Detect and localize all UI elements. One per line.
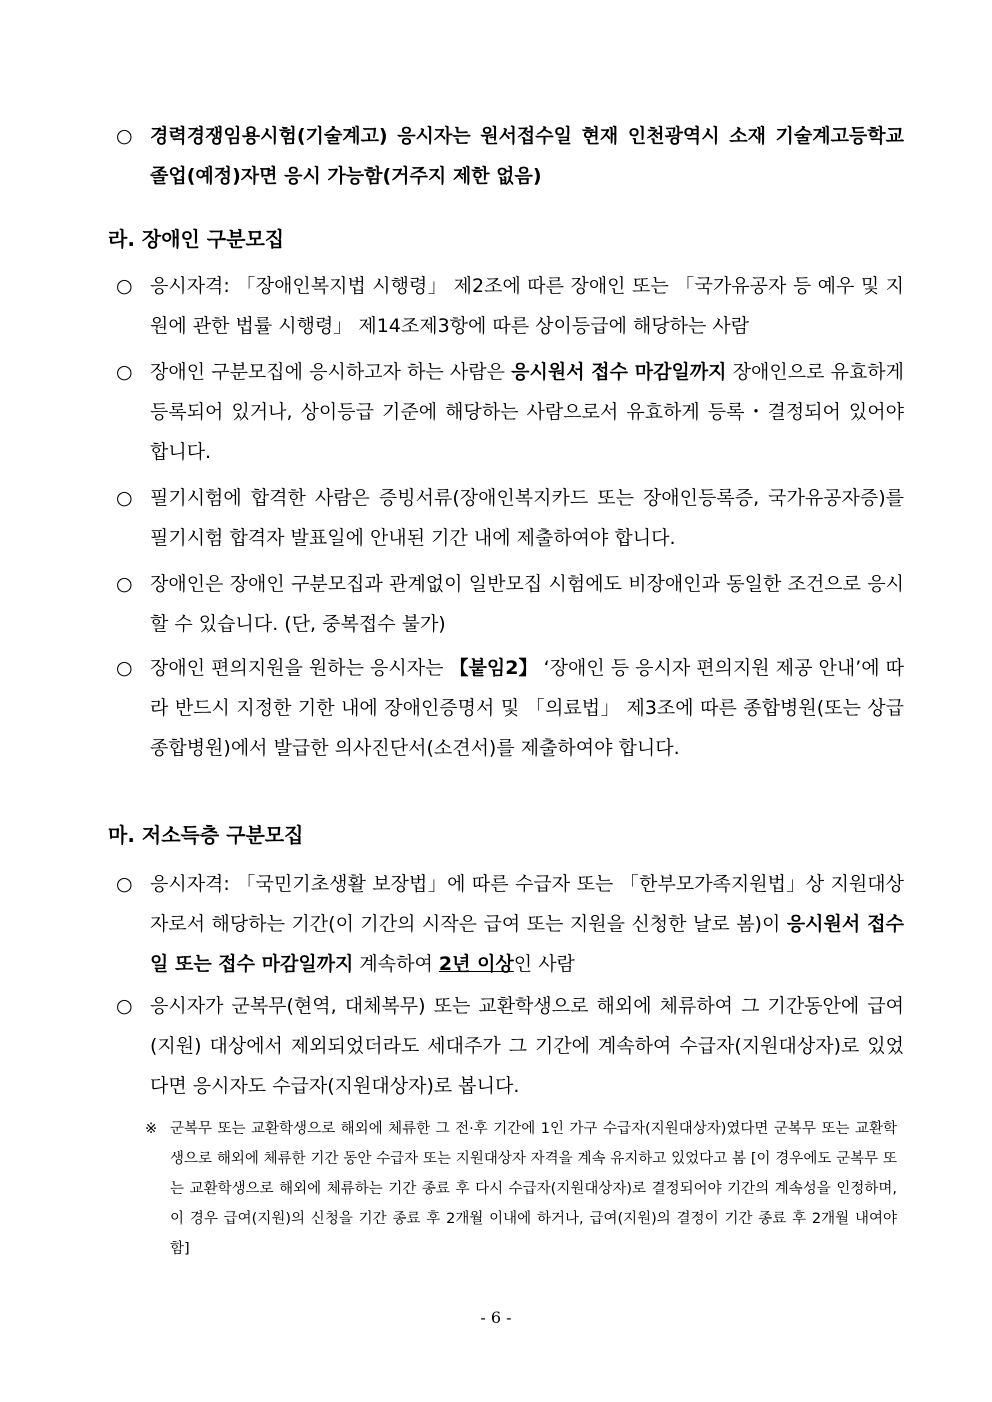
ra-bullet-4-text: 장애인은 장애인 구분모집과 관계없이 일반모집 시험에도 비장애인과 동일한 조건으로 응시할 수 있습니다. (단, 중복접수 불가) bbox=[150, 573, 904, 635]
ma-note bbox=[145, 1114, 897, 1264]
bullet-mark: ○ bbox=[116, 487, 133, 509]
bullet-mark: ○ bbox=[116, 873, 133, 895]
ra-bullet-5 bbox=[108, 648, 904, 768]
ra-bullet-4 bbox=[108, 564, 904, 644]
note-mark: ※ bbox=[145, 1121, 158, 1137]
ma-bullet-1-emphasis: 응시원서 접수일 또는 접수 마감일까지 bbox=[150, 913, 904, 975]
ra-bullet-2-post: 장애인으로 유효하게 등록되어 있거나, 상이등급 기준에 해당하는 사람으로서 유효하게 등록・결정되어 있어야 합니다. bbox=[150, 361, 905, 463]
ra-bullet-2-emphasis: 응시원서 접수 마감일까지 bbox=[511, 361, 727, 383]
ra-bullet-1-text: 응시자격: 「장애인복지법 시행령」 제2조에 따른 장애인 또는 「국가유공자 등 예우 및 지원에 관한 법률 시행령」 제14조제3항에 따른 상이등급에 해당하는 사람 bbox=[150, 275, 904, 337]
ra-bullet-2-text bbox=[150, 352, 904, 472]
intro-bullet bbox=[108, 116, 904, 196]
section-ra-heading: 라. 장애인 구분모집 bbox=[108, 227, 285, 251]
ma-bullet-1-pre: 응시자격: 「국민기초생활 보장법」에 따른 수급자 또는 「한부모가족지원법」상 지원대상자로서 해당하는 기간(이 기간의 시작은 급여 또는 지원을 신청한 날로 봄)이 bbox=[150, 873, 904, 935]
bullet-mark: ○ bbox=[116, 275, 133, 297]
section-ma-heading: 마. 저소득층 구분모집 bbox=[108, 823, 304, 847]
bullet-mark: ○ bbox=[116, 657, 133, 679]
page-number: - 6 - bbox=[480, 1308, 512, 1327]
ra-bullet-2 bbox=[108, 352, 904, 472]
ma-bullet-2-text: 응시자가 군복무(현역, 대체복무) 또는 교환학생으로 해외에 체류하여 그 기간동안에 급여(지원) 대상에서 제외되었더라도 세대주가 그 기간에 계속하여 수급자(지원대상자)로 있었다면 응시자도 수급자(지원대상자)로 봅니다. bbox=[150, 995, 904, 1097]
bullet-mark: ○ bbox=[116, 361, 133, 383]
bullet-mark: ○ bbox=[116, 573, 133, 595]
ma-bullet-1-post: 인 사람 bbox=[513, 953, 575, 975]
ra-bullet-2-pre: 장애인 구분모집에 응시하고자 하는 사람은 bbox=[150, 361, 512, 383]
ra-bullet-3 bbox=[108, 478, 904, 558]
ma-bullet-1 bbox=[108, 864, 904, 984]
ra-bullet-1 bbox=[108, 266, 904, 346]
ma-bullet-1-duration: 2년 이상 bbox=[438, 953, 514, 975]
ma-bullet-1-mid: 계속하여 bbox=[353, 953, 439, 975]
ma-note-text: 군복무 또는 교환학생으로 해외에 체류한 그 전·후 기간에 1인 가구 수급자(지원대상자)였다면 군복무 또는 교환학생으로 해외에 체류한 기간 동안 수급자 또는 지원대상자 자격을 계속 유지하고 있었다고 봄 [이 경우에도 군복무 또는 교환학생으로 해외에 체류하는 기간 종료 후 다시 수급자(지원대상자)로 결정되어야 기간의 계속성을 인정하며, 이 경우 급여(지원)의 신청을 기간 종료 후 2개월 이내에 하거나, 급여(지원)의 결정이 기간 종료 후 2개월 내여야 함] bbox=[170, 1121, 897, 1257]
ma-bullet-2 bbox=[108, 986, 904, 1106]
attachment-ref: 【붙임2】 bbox=[449, 657, 538, 679]
intro-text: 경력경쟁임용시험(기술계고) 응시자는 원서접수일 현재 인천광역시 소재 기술계고등학교 졸업(예정)자면 응시 가능함(거주지 제한 없음) bbox=[150, 125, 904, 187]
bullet-mark: ○ bbox=[116, 125, 133, 147]
ra-bullet-3-text: 필기시험에 합격한 사람은 증빙서류(장애인복지카드 또는 장애인등록증, 국가유공자증)를 필기시험 합격자 발표일에 안내된 기간 내에 제출하여야 합니다. bbox=[150, 487, 904, 549]
ra-bullet-5-pre: 장애인 편의지원을 원하는 응시자는 bbox=[150, 657, 450, 679]
ma-bullet-1-text bbox=[150, 864, 904, 984]
bullet-mark: ○ bbox=[116, 995, 133, 1017]
ra-bullet-5-text bbox=[150, 648, 904, 768]
ra-bullet-5-post: ‘장애인 등 응시자 편의지원 제공 안내’에 따라 반드시 지정한 기한 내에 장애인증명서 및 「의료법」 제3조에 따른 종합병원(또는 상급종합병원)에서 발급한 의사진단서(소견서)를 제출하여야 합니다. bbox=[150, 657, 904, 759]
